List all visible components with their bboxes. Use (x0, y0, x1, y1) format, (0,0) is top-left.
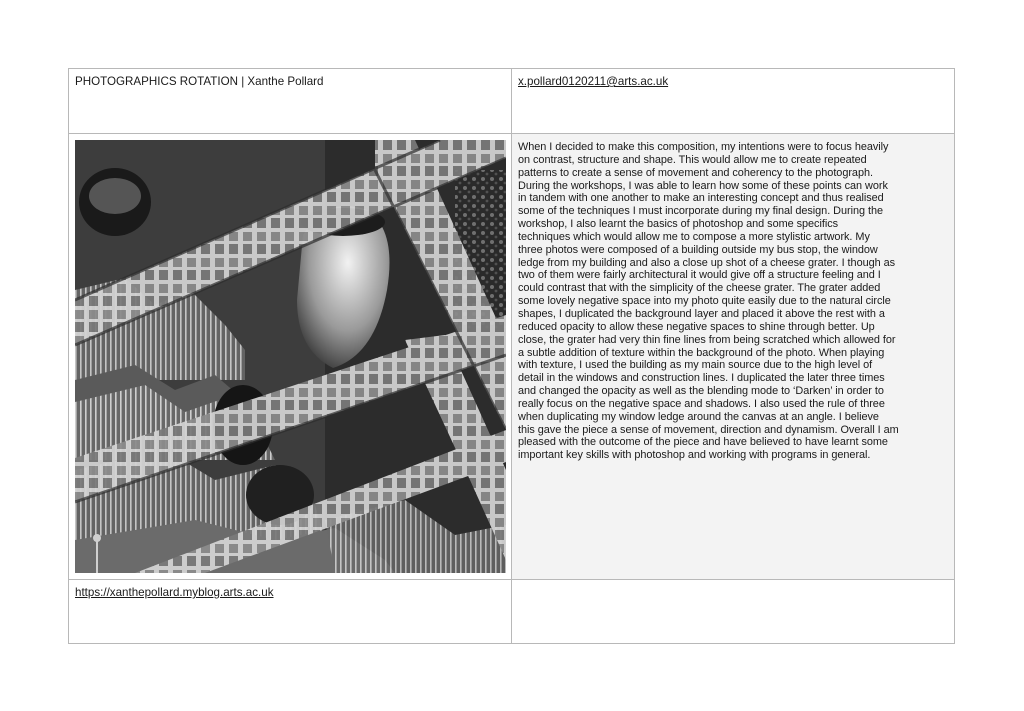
description-line: workshop, I also learnt the basics of photoshop and some specifics (518, 218, 839, 231)
description-line: During the workshops, I was able to learn how some of these points can work (518, 179, 888, 192)
description-line: and changed the opacity as well as the blending mode to ‘Darken’ in order to (518, 385, 884, 398)
description-line: on contrast, structure and shape. This would allow me to create repeated (518, 153, 867, 166)
description-line: ledge from my building and also a close up shot of a cheese grater. I though as (518, 256, 896, 269)
header-title-cell (68, 68, 512, 134)
description-line: could contrast that with the simplicity of the cheese grater. The grater added (518, 282, 881, 295)
description-line: pleased with the outcome of the piece and have believed to have learnt some (518, 436, 888, 449)
description-line: patterns to create a sense of movement and coherency to the photograph. (518, 166, 873, 179)
description-line: when duplicating my window ledge around the canvas at an angle. I believe (518, 410, 879, 423)
description-line: techniques which would allow me to compose a more stylistic artwork. My (518, 230, 870, 243)
description-line: some of the techniques I must incorporate during my final design. During the (518, 205, 884, 218)
description-cell (511, 133, 955, 580)
header-email-cell (511, 68, 955, 134)
description-line: some lovely negative space into my photo quite easily due to the natural circle (518, 295, 891, 308)
description-line: in tandem with one another to make an interesting concept and thus realised (518, 192, 884, 205)
description-line: with texture, I used the building as my main source due to the high level of (518, 359, 873, 372)
description-line: really focus on the negative space and shadows. I also used the rule of three (518, 397, 885, 410)
description-line: reduced opacity to allow these negative spaces to shine through better. Up (518, 320, 875, 333)
email-link[interactable]: x.pollard0120211@arts.ac.uk (518, 75, 669, 88)
description-line: important key skills with photoshop and working with programs in general. (518, 449, 871, 462)
photomontage-image (75, 140, 506, 573)
footer-empty-cell (511, 579, 955, 644)
description-line: detail in the windows and construction lines. I duplicated the later three times (518, 372, 885, 385)
description-line: two of them were fairly architectural it would give off a structure feeling and I (518, 269, 881, 282)
description-line: close, the grater had very thin fine lines from being scratched which allowed for (518, 333, 896, 346)
blog-link[interactable]: https://xanthepollard.myblog.arts.ac.uk (75, 586, 274, 599)
footer-link-cell (68, 579, 512, 644)
description-line: a subtle addition of texture within the background of the photo. When playing (518, 346, 885, 359)
document-title: PHOTOGRAPHICS ROTATION | Xanthe Pollard (75, 75, 324, 88)
description-line: three photos were composed of a building outside my bus stop, the window (518, 243, 878, 256)
description-line: When I decided to make this composition, my intentions were to focus heavily (518, 141, 889, 153)
artwork-cell (68, 133, 512, 580)
description-text (518, 141, 950, 462)
description-line: shapes, I duplicated the background layer and placed it above the rest with a (518, 307, 885, 320)
description-line: this gave the piece a sense of movement, direction and dynamism. Overall I am (518, 423, 899, 436)
document-table (68, 68, 955, 644)
